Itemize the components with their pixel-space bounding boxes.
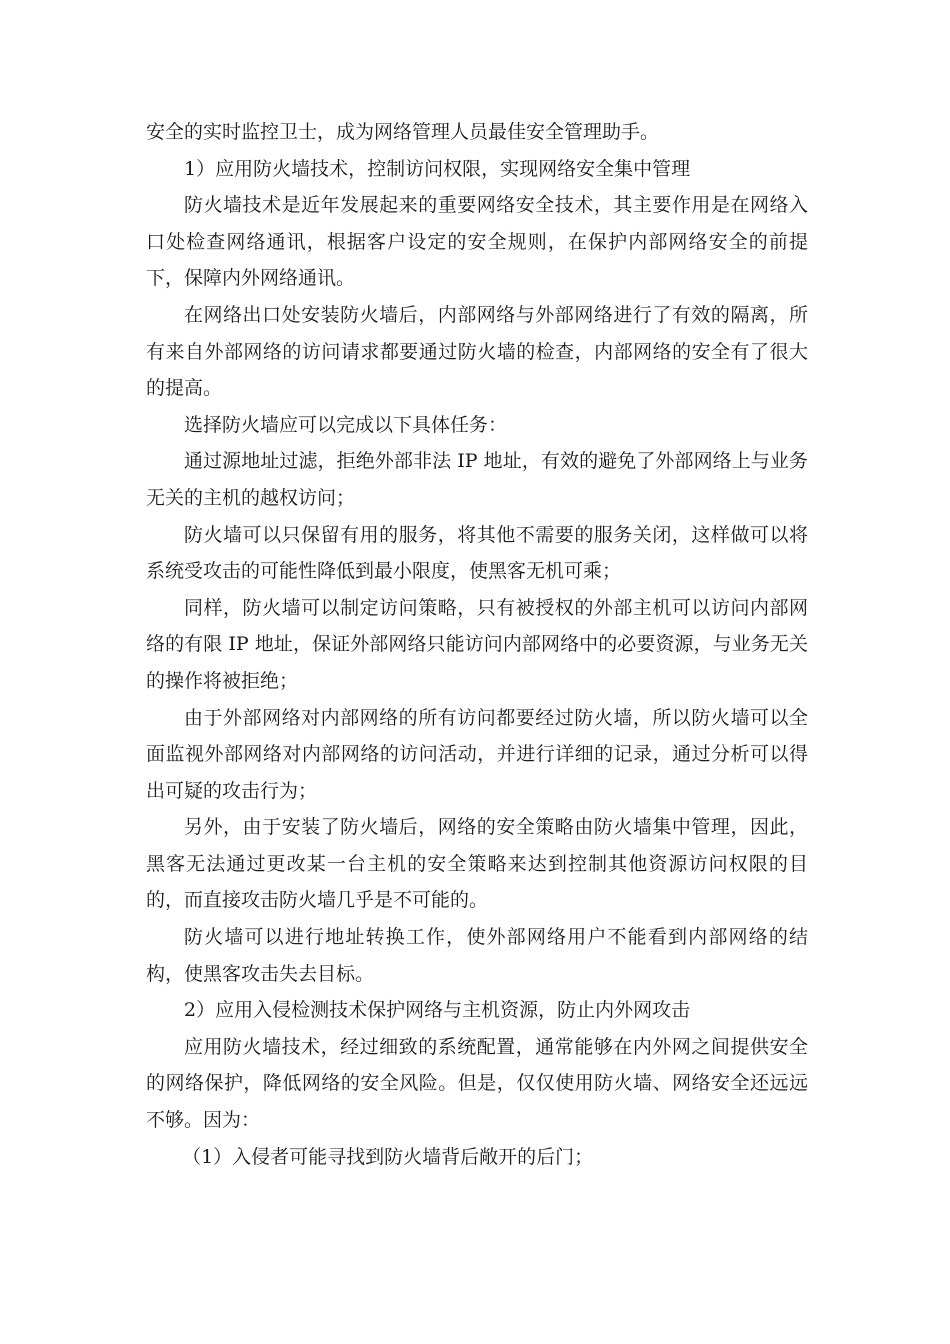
paragraph-task-central-management: 另外，由于安装了防火墙后，网络的安全策略由防火墙集中管理，因此，黑客无法通过更改某一台主机的安全策略来达到控制其他资源访问权限的目的，而直接攻击防火墙几乎是不可能的。 xyxy=(146,816,808,912)
section-heading-firewall: 1）应用防火墙技术，控制访问权限，实现网络安全集中管理 xyxy=(184,157,691,180)
paragraph-firewall-tasks-intro: 选择防火墙应可以完成以下具体任务： xyxy=(184,413,508,436)
paragraph-intrusion-intro: 应用防火墙技术，经过细致的系统配置，通常能够在内外网之间提供安全的网络保护，降低网络的安全风险。但是，仅仅使用防火墙、网络安全还远远不够。因为： xyxy=(146,1035,808,1132)
paragraph-task-source-filter: 通过源地址过滤，拒绝外部非法 IP 地址，有效的避免了外部网络上与业务无关的主机的越权访问； xyxy=(146,450,808,509)
section-heading-intrusion-detection: 2）应用入侵检测技术保护网络与主机资源，防止内外网攻击 xyxy=(184,999,691,1022)
paragraph-task-monitoring: 由于外部网络对内部网络的所有访问都要经过防火墙，所以防火墙可以全面监视外部网络对内部网络的访问活动，并进行详细的记录，通过分析可以得出可疑的攻击行为； xyxy=(146,706,808,802)
paragraph-firewall-isolation: 在网络出口处安装防火墙后，内部网络与外部网络进行了有效的隔离，所有来自外部网络的访问请求都要通过防火墙的检查，内部网络的安全有了很大的提高。 xyxy=(146,303,808,400)
paragraph-firewall-intro: 防火墙技术是近年发展起来的重要网络安全技术，其主要作用是在网络入口处检查网络通讯，根据客户设定的安全规则，在保护内部网络安全的前提下，保障内外网络通讯。 xyxy=(146,194,808,290)
paragraph-continuation: 安全的实时监控卫士，成为网络管理人员最佳安全管理助手。 xyxy=(146,121,660,143)
document-body xyxy=(146,114,808,1175)
paragraph-task-access-policy: 同样，防火墙可以制定访问策略，只有被授权的外部主机可以访问内部网络的有限 IP 地址，保证外部网络只能访问内部网络中的必要资源，与业务无关的操作将被拒绝； xyxy=(146,596,808,692)
paragraph-task-services: 防火墙可以只保留有用的服务，将其他不需要的服务关闭，这样做可以将系统受攻击的可能性降低到最小限度，使黑客无机可乘； xyxy=(146,523,808,583)
list-item-backdoor: （1）入侵者可能寻找到防火墙背后敞开的后门； xyxy=(182,1145,594,1168)
paragraph-task-address-translation: 防火墙可以进行地址转换工作，使外部网络用户不能看到内部网络的结构，使黑客攻击失去目标。 xyxy=(146,926,808,985)
